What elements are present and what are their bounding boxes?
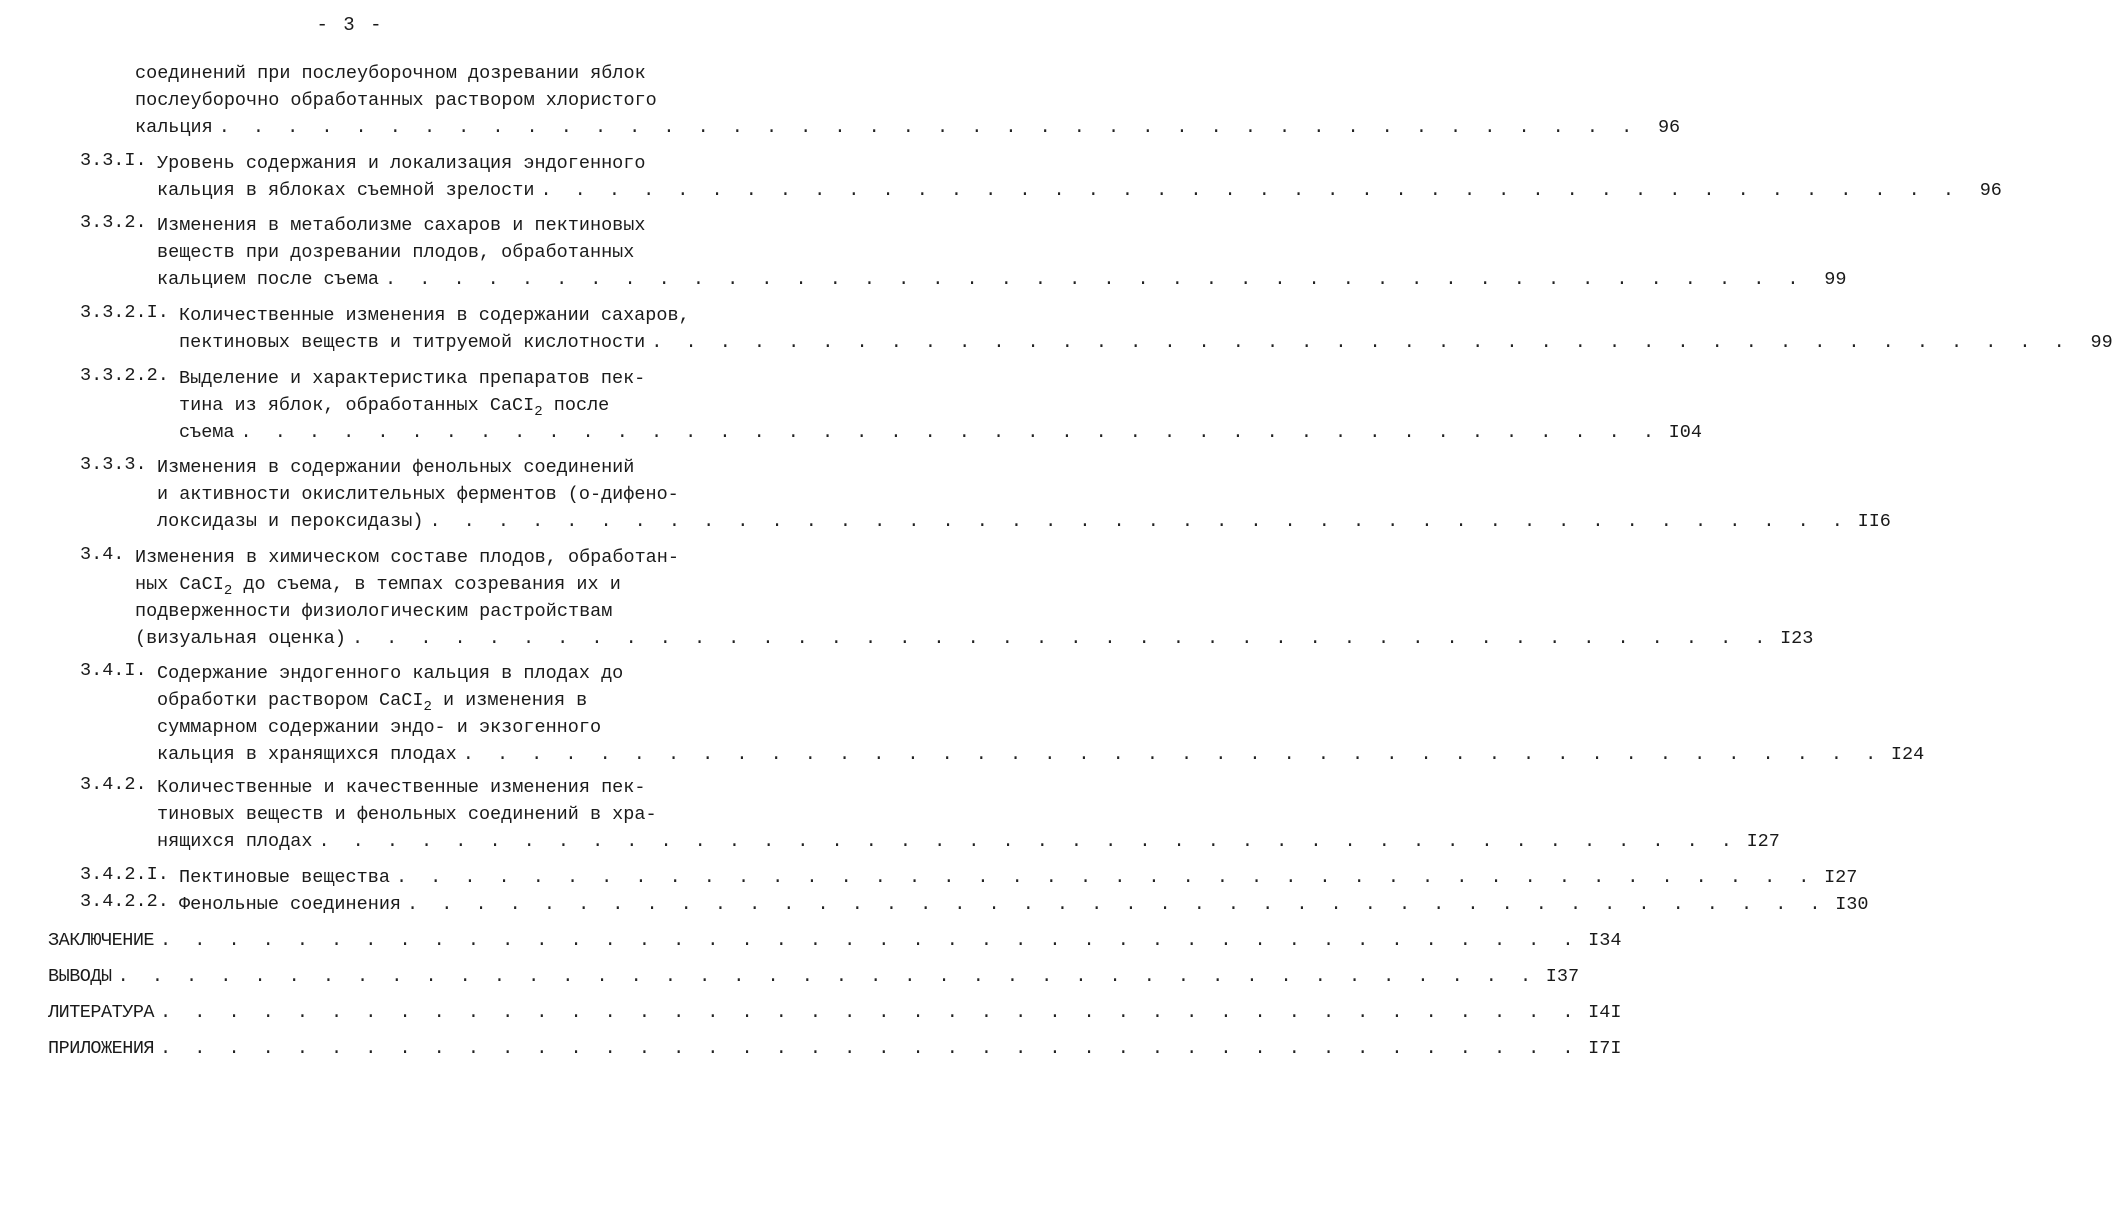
- subscript: 2: [223, 583, 233, 599]
- page-ref: 96: [1657, 117, 1681, 138]
- section-number: 3.3.3.: [80, 454, 147, 475]
- entry-title-end: кальция в яблоках съемной зрелости: [157, 180, 535, 201]
- section-number: 3.3.I.: [80, 150, 147, 171]
- entry-title-end: Фенольные соединения: [179, 894, 402, 915]
- dot-leader: . . . . . . . . . . . . . . . . . . . . . . . . . . . . . . . . . . . . . . . . . .: [117, 966, 1538, 987]
- section-number: 3.3.2.: [80, 212, 147, 233]
- dot-leader: . . . . . . . . . . . . . . . . . . . . . . . . . . . . . . . . . . . . . . . . . .: [318, 831, 1738, 852]
- entry-text-line: подверженности физиологическим растройствам: [135, 601, 613, 622]
- page-ref: I04: [1668, 422, 1702, 443]
- dot-leader: . . . . . . . . . . . . . . . . . . . . . . . . . . . . . . . . . . . . . . . . . .: [218, 117, 1639, 138]
- dot-leader: . . . . . . . . . . . . . . . . . . . . . . . . . . . . . . . . . . . . . . . . . .: [429, 511, 1849, 532]
- entry-title-end: кальцием после съема: [157, 269, 380, 290]
- entry-text-line: Количественные и качественные изменения пек-: [157, 777, 646, 798]
- dot-leader: . . . . . . . . . . . . . . . . . . . . . . . . . . . . . . . . . . . . . . . . . .: [651, 332, 2071, 353]
- section-number: 3.4.: [80, 544, 125, 565]
- text-fragment: ных CaCI: [135, 574, 224, 595]
- dot-leader: . . . . . . . . . . . . . . . . . . . . . . . . . . . . . . . . . . . . . . . . . .: [240, 422, 1660, 443]
- entry-text-line: Выделение и характеристика препаратов пек-: [179, 368, 646, 389]
- section-number: 3.4.2.2.: [80, 891, 169, 912]
- entry-title-end: пектиновых веществ и титруемой кислотности: [179, 332, 646, 353]
- subscript: 2: [423, 699, 432, 715]
- section-number: 3.4.2.: [80, 774, 147, 795]
- page-number: - 3 -: [316, 14, 384, 36]
- page-ref: I34: [1588, 930, 1622, 951]
- entry-title-end: ПРИЛОЖЕНИЯ: [48, 1038, 155, 1059]
- text-fragment: после: [542, 395, 610, 416]
- entry-text-line: Изменения в метаболизме сахаров и пектиновых: [157, 215, 646, 236]
- entry-title-end: нящихся плодах: [157, 831, 313, 852]
- entry-title-end: кальция: [135, 117, 213, 138]
- entry-text-line: и активности окислительных ферментов (о-дифено-: [157, 484, 679, 505]
- entry-text-line: тиновых веществ и фенольных соединений в хра-: [157, 804, 657, 825]
- page-ref: 96: [1979, 180, 2002, 201]
- dot-leader: . . . . . . . . . . . . . . . . . . . . . . . . . . . . . . . . . . . . . . . . . .: [160, 930, 1580, 951]
- dot-leader: . . . . . . . . . . . . . . . . . . . . . . . . . . . . . . . . . . . . . . . . . .: [540, 180, 1960, 201]
- entry-title-end: кальция в хранящихся плодах: [157, 744, 457, 765]
- text-fragment: обработки раствором CaCI: [157, 690, 424, 711]
- page-ref: I4I: [1588, 1002, 1622, 1023]
- section-number: 3.4.2.I.: [80, 864, 169, 885]
- text-fragment: и изменения в: [431, 690, 588, 711]
- entry-title-end: (визуальная оценка): [135, 628, 346, 649]
- section-number: 3.3.2.I.: [80, 302, 169, 323]
- page-ref: I30: [1835, 894, 1869, 915]
- page-ref: I37: [1545, 966, 1580, 987]
- entry-text-line: Количественные изменения в содержании сахаров,: [179, 305, 690, 326]
- entry-text-line: Содержание эндогенного кальция в плодах до: [157, 663, 624, 684]
- page-ref: II6: [1857, 511, 1891, 532]
- entry-title-end: ЗАКЛЮЧЕНИЕ: [48, 930, 155, 951]
- entry-text-line: [157, 687, 737, 714]
- dot-leader: . . . . . . . . . . . . . . . . . . . . . . . . . . . . . . . . . . . . . . . . . .: [395, 867, 1816, 888]
- entry-text-line: суммарном содержании эндо- и экзогенного: [157, 717, 602, 738]
- entry-text-line: [135, 571, 737, 598]
- dot-leader: . . . . . . . . . . . . . . . . . . . . . . . . . . . . . . . . . . . . . . . . . .: [160, 1038, 1580, 1059]
- entry-text-line: [179, 392, 737, 419]
- page-ref: I7I: [1588, 1038, 1622, 1059]
- text-fragment: до съема, в темпах созревания их и: [232, 574, 621, 595]
- dot-leader: . . . . . . . . . . . . . . . . . . . . . . . . . . . . . . . . . . . . . . . . . .: [407, 894, 1827, 915]
- entry-text-line: послеуборочно обработанных раствором хлористого: [135, 90, 657, 111]
- page-ref: I23: [1780, 628, 1814, 649]
- entry-title-end: ВЫВОДЫ: [48, 966, 112, 987]
- dot-leader: . . . . . . . . . . . . . . . . . . . . . . . . . . . . . . . . . . . . . . . . . .: [462, 744, 1883, 765]
- entry-title-end: съема: [179, 422, 235, 443]
- entry-text-line: веществ при дозревании плодов, обработанных: [157, 242, 635, 263]
- entry-title-end: Пектиновые вещества: [179, 867, 390, 888]
- page-ref: I24: [1890, 744, 1925, 765]
- page-ref: I27: [1746, 831, 1780, 852]
- entry-text-line: Уровень содержания и локализация эндогенного: [157, 153, 646, 174]
- entry-title-end: локсидазы и пероксидазы): [157, 511, 424, 532]
- entry-title-end: ЛИТЕРАТУРА: [48, 1002, 155, 1023]
- section-number: 3.3.2.2.: [80, 365, 169, 386]
- text-fragment: тина из яблок, обработанных CaCI: [179, 395, 535, 416]
- page-ref: 99: [2090, 332, 2113, 353]
- dot-leader: . . . . . . . . . . . . . . . . . . . . . . . . . . . . . . . . . . . . . . . . . .: [351, 628, 1772, 649]
- dot-leader: . . . . . . . . . . . . . . . . . . . . . . . . . . . . . . . . . . . . . . . . . .: [385, 269, 1805, 290]
- subscript: 2: [534, 404, 543, 420]
- section-number: 3.4.I.: [80, 660, 147, 681]
- page-ref: I27: [1824, 867, 1858, 888]
- entry-text-line: Изменения в химическом составе плодов, обработан-: [135, 547, 679, 568]
- entry-text-line: Изменения в содержании фенольных соединений: [157, 457, 635, 478]
- entry-text-line: соединений при послеуборочном дозревании яблок: [135, 63, 646, 84]
- page-ref: 99: [1824, 269, 1847, 290]
- dot-leader: . . . . . . . . . . . . . . . . . . . . . . . . . . . . . . . . . . . . . . . . . .: [160, 1002, 1580, 1023]
